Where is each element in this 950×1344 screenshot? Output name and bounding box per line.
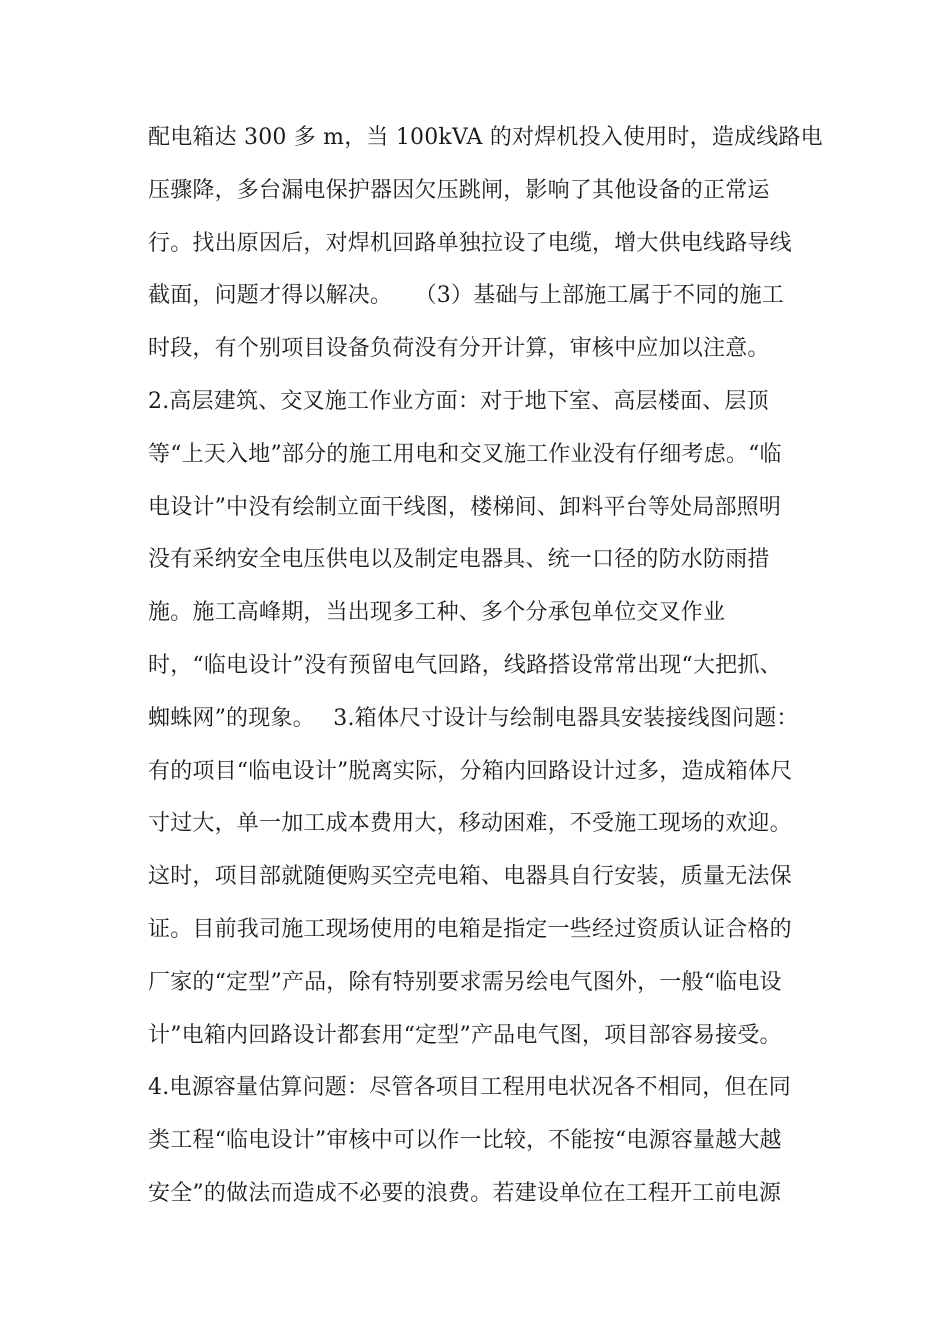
- text-line: 厂家的“定型”产品，除有特别要求需另绘电气图外，一般“临电设: [148, 969, 782, 995]
- text-line: 类工程“临电设计”审核中可以作一比较，不能按“电源容量越大越: [148, 1128, 782, 1154]
- text-line: 蜘蛛网”的现象。 3.箱体尺寸设计与绘制电器具安装接线图问题：: [148, 705, 799, 731]
- text-line: 等“上天入地”部分的施工用电和交叉施工作业没有仔细考虑。“临: [148, 441, 782, 467]
- text-line: 寸过大，单一加工成本费用大，移动困难，不受施工现场的欢迎。: [148, 811, 792, 837]
- text-line: 时，“临电设计”没有预留电气回路，线路搭设常常出现“大把抓、: [148, 652, 782, 678]
- text-line: 行。找出原因后，对焊机回路单独拉设了电缆，增大供电线路导线: [148, 230, 792, 256]
- text-line: 截面，问题才得以解决。 （3）基础与上部施工属于不同的施工: [148, 283, 784, 309]
- text-line: 配电箱达 300 多 m，当 100kVA 的对焊机投入使用时，造成线路电: [148, 125, 823, 150]
- text-line: 压骤降，多台漏电保护器因欠压跳闸，影响了其他设备的正常运: [148, 177, 770, 203]
- text-line: 4.电源容量估算问题：尽管各项目工程用电状况各不相同，但在同: [148, 1075, 791, 1101]
- text-line: 这时，项目部就随便购买空壳电箱、电器具自行安装，质量无法保: [148, 864, 792, 890]
- text-line: 施。施工高峰期，当出现多工种、多个分承包单位交叉作业: [148, 600, 726, 626]
- text-line: 电设计”中没有绘制立面干线图，楼梯间、卸料平台等处局部照明: [148, 494, 782, 520]
- text-line: 没有采纳安全电压供电以及制定电器具、统一口径的防水防雨措: [148, 547, 770, 573]
- text-line: 有的项目“临电设计”脱离实际，分箱内回路设计过多，造成箱体尺: [148, 758, 793, 784]
- text-line: 证。目前我司施工现场使用的电箱是指定一些经过资质认证合格的: [148, 916, 792, 942]
- text-line: 时段，有个别项目设备负荷没有分开计算，审核中应加以注意。: [148, 336, 770, 362]
- text-line: 计”电箱内回路设计都套用“定型”产品电气图，项目部容易接受。: [148, 1022, 782, 1048]
- text-line: 2.高层建筑、交叉施工作业方面：对于地下室、高层楼面、层顶: [148, 388, 769, 414]
- body-text: [148, 112, 823, 1221]
- text-line: 安全”的做法而造成不必要的浪费。若建设单位在工程开工前电源: [148, 1180, 782, 1206]
